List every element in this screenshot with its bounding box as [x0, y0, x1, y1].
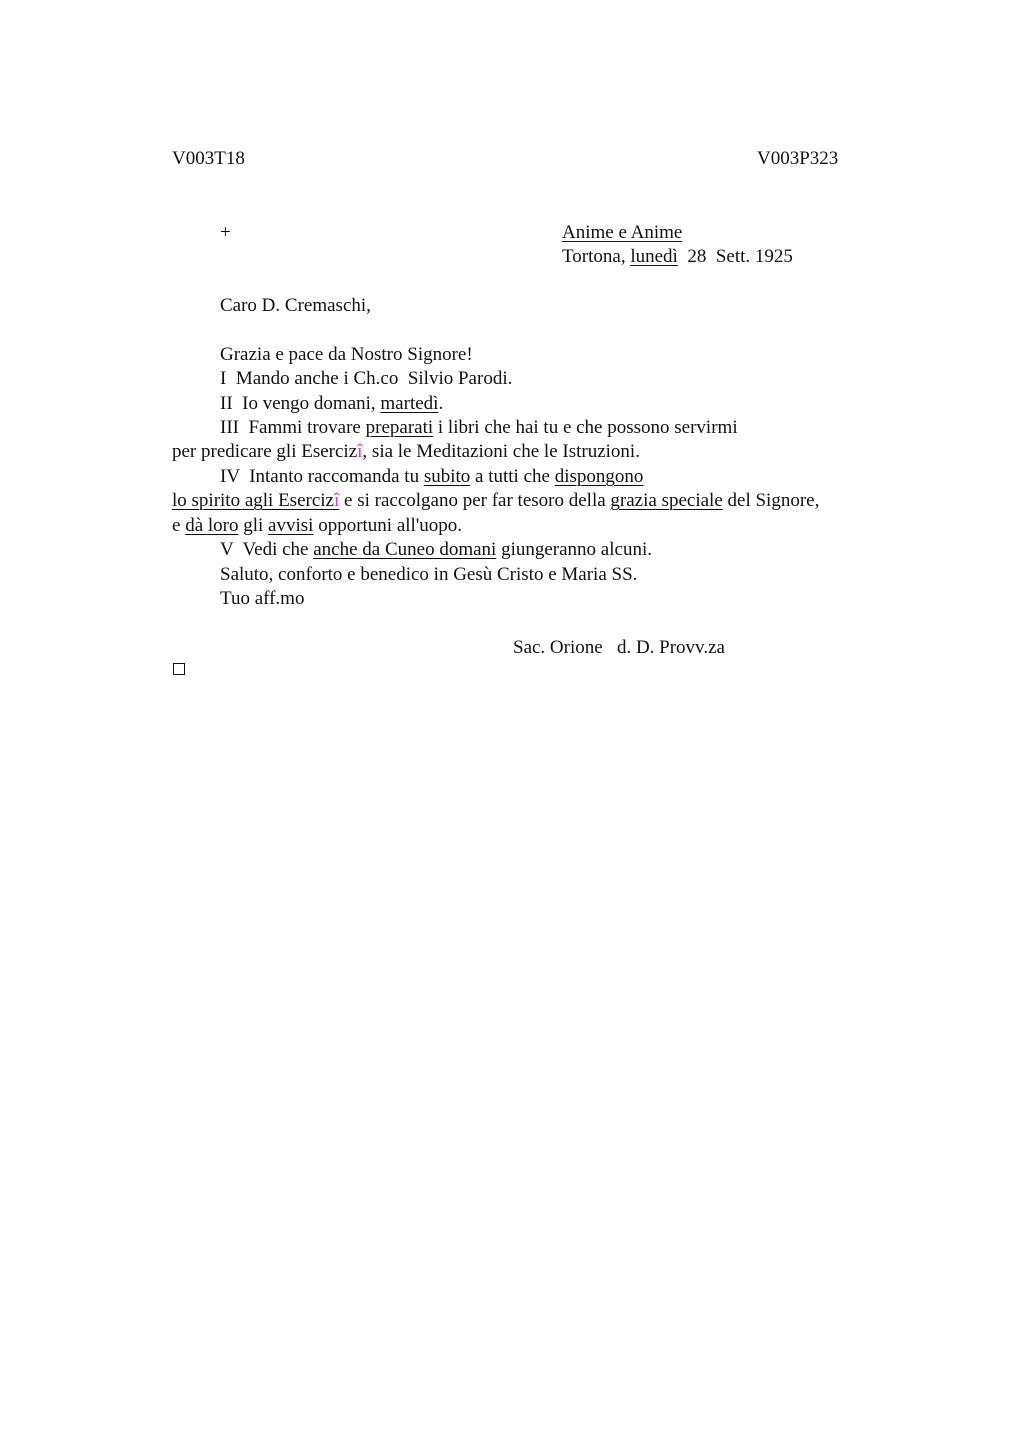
- point-4-spirito: lo spirito agli Esercizî: [172, 490, 340, 511]
- point-5-text: V Vedi che: [220, 539, 314, 560]
- point-4-last-end: opportuni all'uopo.: [313, 515, 462, 536]
- point-3-text-end: i libri che hai tu e che possono servirmi: [433, 417, 738, 438]
- dateline-place: Tortona,: [562, 246, 631, 267]
- point-3-continuation-text: , sia le Meditazioni che le Istruzioni.: [362, 441, 640, 462]
- point-4-continuation-end: del Signore,: [722, 490, 820, 511]
- checkbox-square-icon: [173, 663, 185, 675]
- point-4-underlined-dispongono: dispongono: [554, 466, 644, 487]
- point-4-text-mid: a tutti che: [470, 466, 555, 487]
- motto: Anime e Anime: [562, 222, 683, 243]
- document-code-left: V003T18: [172, 148, 245, 169]
- point-3-text: III Fammi trovare: [220, 417, 366, 438]
- point-4-underlined-da-loro: dà loro: [185, 515, 239, 536]
- point-4-continuation-text: e si raccolgano per far tesoro della: [339, 490, 611, 511]
- point-1: I Mando anche i Ch.co Silvio Parodi.: [220, 368, 513, 389]
- point-4-last-mid: gli: [238, 515, 269, 536]
- point-4-underlined-subito: subito: [423, 466, 471, 487]
- dateline-weekday: lunedì: [630, 246, 678, 267]
- point-4-underlined-grazia: grazia speciale: [610, 490, 723, 511]
- salutation: Caro D. Cremaschi,: [220, 295, 371, 316]
- point-4-last-text: e: [172, 515, 186, 536]
- point-3-underlined: preparati: [365, 417, 434, 438]
- point-4-last-line: [172, 515, 462, 537]
- document-code-right: V003P323: [757, 148, 839, 169]
- point-2-text: II Io vengo domani,: [220, 393, 381, 414]
- valediction: Tuo aff.mo: [220, 588, 305, 609]
- cross-mark: +: [220, 222, 231, 243]
- dateline: [562, 246, 793, 268]
- signature: Sac. Orione d. D. Provv.za: [513, 637, 725, 658]
- greeting: Grazia e pace da Nostro Signore!: [220, 344, 473, 365]
- point-2-end: .: [438, 393, 444, 414]
- point-3-continuation: [172, 441, 640, 463]
- circumflex-mark: î: [357, 441, 363, 462]
- point-4-underlined-avvisi: avvisi: [268, 515, 314, 536]
- point-5-underlined: anche da Cuneo domani: [313, 539, 497, 560]
- circumflex-mark: î: [333, 490, 340, 511]
- point-3: [220, 417, 738, 439]
- closing: Saluto, conforto e benedico in Gesù Cristo e Maria SS.: [220, 564, 638, 585]
- point-4-continuation: [172, 490, 819, 512]
- dateline-date: 28 Sett. 1925: [677, 246, 793, 267]
- point-5-text-end: giungeranno alcuni.: [496, 539, 652, 560]
- point-2-underlined: martedì: [380, 393, 439, 414]
- point-4-text: IV Intanto raccomanda tu: [220, 466, 424, 487]
- point-5: [220, 539, 652, 561]
- point-3-esercizi: per predicare gli Esercizî: [172, 441, 363, 462]
- point-2: [220, 393, 443, 415]
- point-4: [220, 466, 643, 488]
